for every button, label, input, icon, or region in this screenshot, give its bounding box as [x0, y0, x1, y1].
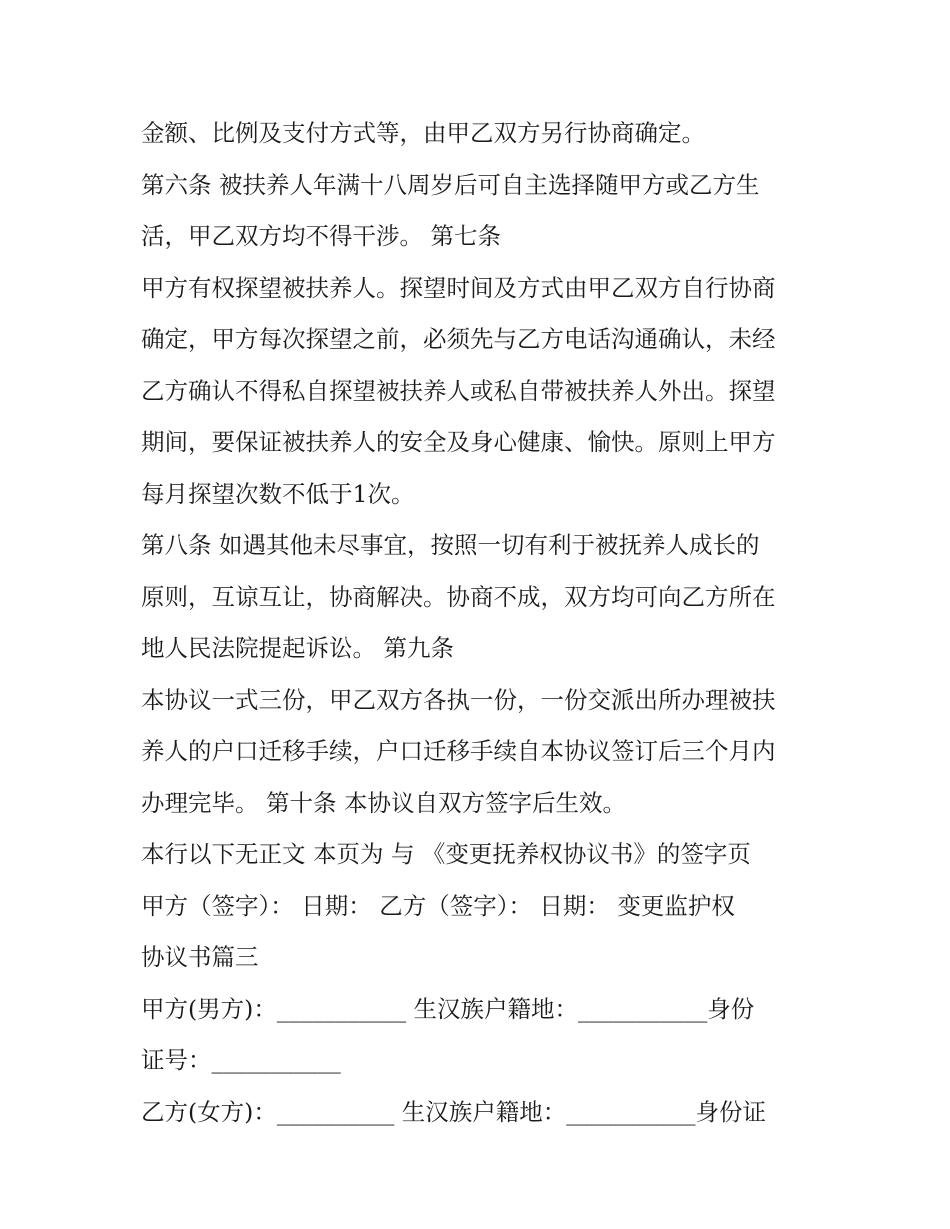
text-line: 金额、比例及支付方式等，由甲乙双方另行协商确定。 — [141, 119, 705, 147]
text-line: 本协议一式三份，甲乙双方各执一份，一份交派出所办理被扶 — [141, 685, 776, 714]
document-body — [141, 108, 841, 1138]
text-line: 证号：___________ — [141, 1046, 341, 1074]
text-line: 每月探望次数不低于1次。 — [141, 479, 415, 508]
text-line: 地人民法院提起诉讼。 第九条 — [141, 634, 454, 662]
text-line: 本行以下无正文 本页为 与 《变更抚养权协议书》的签字页 — [141, 840, 751, 868]
text-line: 甲方有权探望被扶养人。探望时间及方式由甲乙双方自行协商 — [141, 273, 776, 302]
text-line: 乙方(女方)：__________ 生汉族户籍地：___________身份证 — [141, 1097, 767, 1126]
text-line: 养人的户口迁移手续，户口迁移手续自本协议签订后三个月内 — [141, 737, 776, 765]
text-line: 第八条 如遇其他未尽事宜，按照一切有利于被抚养人成长的 — [141, 531, 760, 559]
text-line: 确定，甲方每次探望之前，必须先与乙方电话沟通确认，未经 — [141, 325, 776, 353]
text-line: 期间，要保证被扶养人的安全及身心健康、愉快。原则上甲方 — [141, 428, 776, 456]
text-line: 协议书篇三 — [141, 943, 259, 971]
text-line: 第六条 被扶养人年满十八周岁后可自主选择随甲方或乙方生 — [141, 170, 760, 199]
text-line: 活，甲乙双方均不得干涉。 第七条 — [141, 222, 501, 250]
text-line: 原则，互谅互让，协商解决。协商不成，双方均可向乙方所在 — [141, 582, 776, 611]
text-line: 乙方确认不得私自探望被扶养人或私自带被扶养人外出。探望 — [141, 376, 776, 405]
text-line: 办理完毕。 第十条 本协议自双方签字后生效。 — [141, 788, 626, 817]
text-line: 甲方（签字）： 日期： 乙方（签字）： 日期： 变更监护权 — [141, 891, 735, 920]
text-line: 甲方(男方)：___________ 生汉族户籍地：___________身份 — [141, 994, 755, 1023]
